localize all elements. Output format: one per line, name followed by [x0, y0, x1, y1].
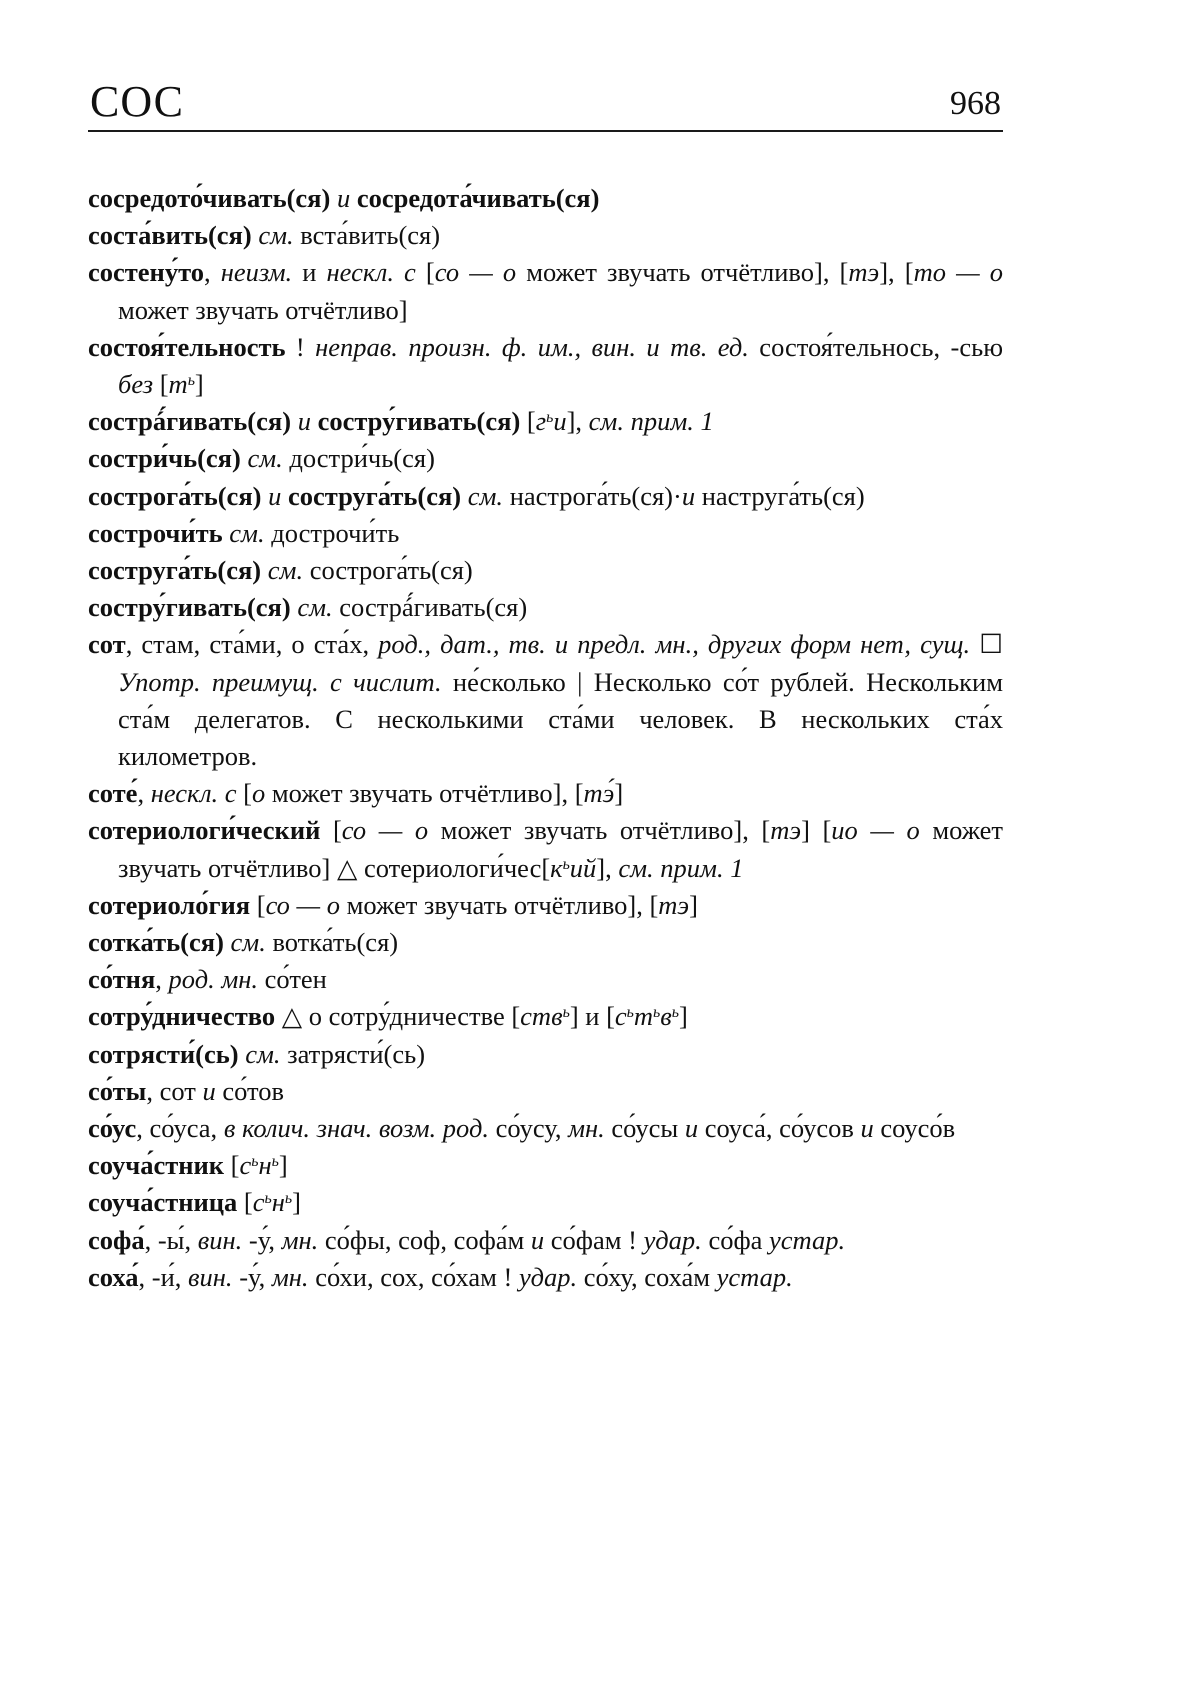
- grammatical-label: к: [550, 852, 563, 883]
- headword: соха́: [88, 1261, 139, 1292]
- entry-text: [461, 481, 468, 511]
- entry-text: со́усы: [604, 1113, 685, 1144]
- entry-text: ],: [566, 406, 589, 437]
- softness-mark: ь: [546, 409, 554, 427]
- headword: со́тня: [88, 964, 156, 995]
- entry-list: [88, 180, 1003, 1296]
- grammatical-label: в колич. знач. возм. род.: [223, 1113, 489, 1144]
- grammatical-label: мн.: [568, 1113, 605, 1144]
- entry-text: не́сколько | Несколько со́т рублей. Нескольким ста́м делегатов. С несколькими ста́ми человек. В нескольких ста́х километров.: [118, 666, 1003, 772]
- headword: сотериологи́ческий: [88, 815, 321, 846]
- entry-text: может звучать отчётливо], [: [265, 778, 584, 809]
- grammatical-label: и: [553, 406, 567, 437]
- grammatical-label: см.: [229, 517, 265, 548]
- grammatical-label: ств: [520, 1001, 563, 1032]
- headword: сотка́ть(ся): [88, 927, 224, 958]
- grammatical-label: тэ: [658, 889, 690, 920]
- dictionary-entry: [88, 1147, 1003, 1184]
- entry-text: вотка́ть(ся): [265, 927, 399, 958]
- headword: сотрясти́(сь): [88, 1038, 239, 1069]
- grammatical-label: неправ. произн. ф. им., вин. и тв. ед.: [315, 331, 749, 362]
- softness-mark: ь: [562, 855, 570, 873]
- grammatical-label: ий: [569, 852, 597, 883]
- softness-mark: ь: [671, 1004, 680, 1022]
- entry-text: ]: [194, 369, 204, 400]
- grammatical-label: т: [168, 369, 188, 400]
- grammatical-label: и: [297, 406, 311, 437]
- headword: сострога́ть(ся): [88, 480, 262, 511]
- entry-text: со́фам !: [544, 1224, 644, 1255]
- headword: сотериоло́гия: [88, 889, 251, 920]
- entry-text: ] и [: [569, 1001, 615, 1032]
- softness-mark: ь: [284, 1190, 293, 1208]
- grammatical-label: то — о: [913, 257, 1004, 288]
- headword: со́ус: [88, 1113, 137, 1144]
- softness-mark: ь: [562, 1004, 570, 1022]
- grammatical-label: тэ: [770, 815, 802, 846]
- entry-text: сострá́гивать(ся): [332, 592, 528, 623]
- entry-text: со́усу,: [488, 1113, 569, 1144]
- headword: сосредота́чивать(ся): [356, 183, 600, 213]
- grammatical-label: со — о: [434, 257, 517, 288]
- page-number: 968: [950, 85, 1001, 122]
- entry-text: , -и́,: [138, 1261, 189, 1292]
- entry-text: ]: [679, 1001, 688, 1032]
- grammatical-label: с: [614, 1001, 627, 1032]
- entry-text: соусо́в: [873, 1113, 956, 1144]
- entry-text: сострога́ть(ся): [303, 555, 473, 586]
- dictionary-entry: [88, 217, 1003, 254]
- dictionary-entry: [88, 1073, 1003, 1110]
- headword: состру́гивать(ся): [88, 592, 291, 623]
- entry-text: [: [153, 369, 169, 400]
- dictionary-entry: [88, 1184, 1003, 1221]
- grammatical-label: и: [202, 1075, 216, 1106]
- grammatical-label: см.: [247, 443, 283, 474]
- dictionary-entry: [88, 775, 1003, 812]
- entry-text: [: [250, 889, 266, 920]
- grammatical-label: с: [252, 1187, 265, 1218]
- grammatical-label: мн.: [271, 1261, 309, 1292]
- dictionary-entry: [88, 180, 1003, 217]
- entry-text: [281, 481, 288, 511]
- grammatical-label: и: [530, 1224, 545, 1255]
- entry-text: ] [: [801, 815, 832, 846]
- entry-text: и: [292, 257, 327, 288]
- grammatical-label: вин.: [197, 1224, 243, 1255]
- dictionary-entry: [88, 515, 1003, 552]
- grammatical-label: со — о: [341, 815, 429, 846]
- entry-text: ],: [596, 852, 619, 883]
- grammatical-label: см.: [245, 1038, 281, 1069]
- entry-text: со́тов: [215, 1075, 285, 1106]
- dictionary-entry: [88, 589, 1003, 626]
- entry-text: может звучать отчётливо], [: [339, 889, 659, 920]
- grammatical-label: ио — о: [831, 815, 920, 846]
- entry-text: вста́вить(ся): [293, 220, 441, 251]
- grammatical-label: т: [633, 1001, 654, 1032]
- entry-text: ]: [614, 778, 624, 809]
- entry-text: со́ху, соха́м: [577, 1261, 717, 1292]
- dictionary-entry: [88, 812, 1003, 886]
- entry-text: ,: [155, 964, 169, 995]
- entry-text: может звучать отчётливо], [: [428, 815, 771, 846]
- entry-text: со́тен: [258, 964, 327, 995]
- entry-text: со́хи, сох, со́хам !: [308, 1261, 519, 1292]
- entry-text: [350, 183, 357, 213]
- grammatical-label: со — о: [265, 889, 340, 920]
- dictionary-entry: [88, 626, 1003, 775]
- grammatical-label: см. прим. 1: [588, 406, 714, 437]
- grammatical-label: г: [535, 406, 547, 437]
- entry-text: , сот: [146, 1075, 203, 1106]
- dictionary-entry: [88, 998, 1003, 1035]
- entry-text: [: [236, 778, 252, 809]
- grammatical-label: устар.: [769, 1224, 846, 1255]
- grammatical-label: нескл. с: [326, 257, 416, 288]
- entry-text: со́фы, соф, софа́м: [318, 1224, 531, 1255]
- dictionary-entry: [88, 254, 1003, 328]
- entry-text: [: [224, 1150, 240, 1181]
- headword: состену́то: [88, 257, 204, 288]
- grammatical-label: и: [684, 1113, 699, 1144]
- entry-text: [291, 406, 298, 436]
- entry-text: может звучать отчётливо] △ сотериологи́чес[: [118, 815, 1004, 883]
- dictionary-entry: [88, 329, 1003, 403]
- headword: сотру́дничество: [88, 1001, 276, 1032]
- headword: сосредото́чивать(ся): [88, 183, 331, 213]
- softness-mark: ь: [653, 1004, 661, 1022]
- entry-text: [: [237, 1187, 253, 1218]
- headword: сострá́гивать(ся): [88, 406, 292, 437]
- grammatical-label: см.: [267, 555, 304, 586]
- dictionary-entry: [88, 1222, 1003, 1259]
- entry-text: , со́уса,: [136, 1113, 224, 1144]
- entry-text: достри́чь(ся): [282, 443, 435, 474]
- headword: сот: [88, 629, 126, 660]
- grammatical-label: неизм.: [220, 257, 293, 288]
- entry-text: -у́,: [242, 1224, 282, 1255]
- entry-text: -у́,: [232, 1261, 272, 1292]
- grammatical-label: см.: [467, 480, 504, 511]
- entry-text: ,: [204, 257, 221, 288]
- grammatical-label: мн.: [281, 1224, 319, 1255]
- dictionary-entry: [88, 478, 1003, 515]
- grammatical-label: удар.: [643, 1224, 702, 1255]
- grammatical-label: нескл. с: [150, 778, 237, 809]
- entry-text: [: [415, 257, 435, 288]
- entry-text: ☐: [970, 629, 1003, 660]
- headword: соуча́стница: [88, 1187, 238, 1218]
- headword: со́ты: [88, 1075, 147, 1106]
- entry-text: ]: [689, 889, 698, 920]
- softness-mark: ь: [251, 1153, 259, 1171]
- headword: соструга́ть(ся): [88, 555, 262, 586]
- grammatical-label: с: [239, 1150, 252, 1181]
- entry-text: может звучать отчётливо]: [118, 294, 408, 325]
- grammatical-label: см. прим. 1: [618, 852, 744, 883]
- entry-text: [: [320, 815, 342, 846]
- grammatical-label: и: [336, 183, 351, 213]
- headword: соте́: [88, 778, 138, 809]
- softness-mark: ь: [626, 1004, 634, 1022]
- dictionary-entry: [88, 961, 1003, 998]
- entry-text: ,: [137, 778, 151, 809]
- running-head: СОС: [90, 77, 185, 126]
- headword: состри́чь(ся): [88, 443, 241, 474]
- entry-text: ]: [292, 1187, 301, 1218]
- grammatical-label: см.: [258, 220, 294, 251]
- headword: состоя́тельность: [88, 331, 286, 362]
- headword: соуча́стник: [88, 1150, 225, 1181]
- grammatical-label: н: [271, 1187, 285, 1218]
- headword: состру́гивать(ся): [317, 406, 521, 437]
- headword: соструга́ть(ся): [287, 480, 462, 511]
- dictionary-entry: [88, 552, 1003, 589]
- grammatical-label: вин.: [188, 1261, 233, 1292]
- grammatical-label: тэ: [848, 257, 880, 288]
- entry-text: !: [285, 331, 316, 362]
- grammatical-label: удар.: [518, 1261, 578, 1292]
- headword: сострочи́ть: [88, 517, 223, 548]
- grammatical-label: без: [118, 369, 154, 400]
- grammatical-label: Употр. преимущ. с числит.: [118, 666, 442, 697]
- entry-text: настрога́ть(ся)·: [503, 480, 682, 511]
- entry-text: может звучать отчётливо], [: [516, 257, 849, 288]
- headword: софа́: [88, 1224, 145, 1255]
- entry-text: [261, 555, 268, 585]
- softness-mark: ь: [187, 372, 195, 390]
- grammatical-label: н: [258, 1150, 272, 1181]
- grammatical-label: устар.: [716, 1261, 793, 1292]
- entry-text: затрясти́(сь): [280, 1038, 426, 1069]
- dictionary-entry: [88, 1036, 1003, 1073]
- softness-mark: ь: [271, 1153, 279, 1171]
- dictionary-entry: [88, 1259, 1003, 1296]
- entry-text: , -ы́,: [144, 1224, 198, 1255]
- dictionary-entry: [88, 440, 1003, 477]
- entry-text: ]: [278, 1150, 288, 1181]
- entry-text: [311, 406, 318, 436]
- grammatical-label: род., дат., тв. и предл. мн., других форм нет, сущ.: [378, 629, 971, 660]
- grammatical-label: о: [251, 778, 266, 809]
- softness-mark: ь: [264, 1190, 272, 1208]
- dictionary-entry: [88, 924, 1003, 961]
- entry-text: соуса́, со́усов: [698, 1113, 861, 1144]
- grammatical-label: род. мн.: [168, 964, 259, 995]
- headword: соста́вить(ся): [88, 220, 252, 251]
- entry-text: наструга́ть(ся): [695, 480, 865, 511]
- dictionary-entry: [88, 887, 1003, 924]
- entry-text: [224, 927, 231, 957]
- entry-text: ], [: [879, 257, 914, 288]
- dictionary-entry: [88, 1110, 1003, 1147]
- entry-text: дострочи́ть: [264, 517, 400, 548]
- entry-text: состоя́тельнось, -сью: [748, 331, 1004, 362]
- entry-text: , стам, ста́ми, о ста́х,: [125, 629, 379, 660]
- grammatical-label: тэ́: [583, 778, 615, 809]
- grammatical-label: в: [660, 1001, 672, 1032]
- grammatical-label: см.: [230, 927, 266, 958]
- entry-text: со́фа: [701, 1224, 770, 1255]
- grammatical-label: и: [268, 480, 282, 511]
- grammatical-label: и: [860, 1113, 874, 1144]
- entry-text: △ о сотру́дничестве [: [275, 1001, 521, 1032]
- grammatical-label: см.: [297, 592, 333, 623]
- entry-text: [: [520, 406, 536, 437]
- entry-text: [330, 183, 337, 213]
- grammatical-label: и: [681, 480, 696, 511]
- dictionary-entry: [88, 403, 1003, 440]
- page-header: [88, 78, 1003, 132]
